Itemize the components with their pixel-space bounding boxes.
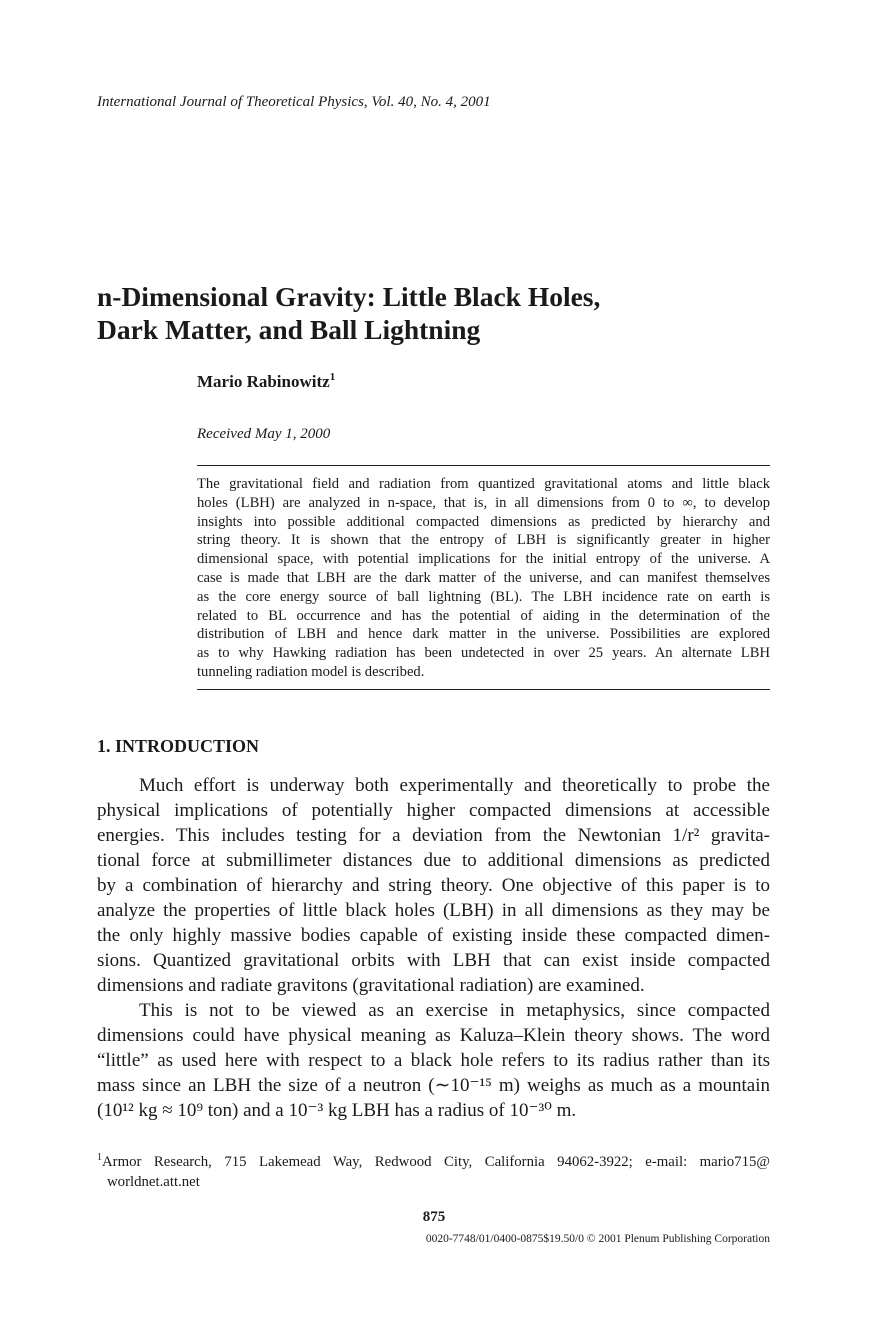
abstract-top-rule — [197, 465, 770, 466]
body-line: Much effort is underway both experimentally and theoretically to probe the — [139, 775, 770, 796]
abstract-line: holes (LBH) are analyzed in n-space, that is, in all dimensions from 0 to ∞, to develop — [197, 494, 770, 511]
author-name: Mario Rabinowitz — [197, 372, 330, 391]
title-line-2: Dark Matter, and Ball Lightning — [97, 314, 481, 345]
footnote-text-1: Armor Research, 715 Lakemead Way, Redwood City, California 94062-3922; e-mail: mario715@ — [102, 1154, 770, 1170]
body-line: analyze the properties of little black holes (LBH) in all dimensions as they may be — [97, 900, 770, 921]
abstract-line: related to BL occurrence and has the potential of aiding in the determination of the — [197, 607, 770, 624]
body-line: This is not to be viewed as an exercise in metaphysics, since compacted — [139, 1000, 770, 1021]
page-number: 875 — [422, 1209, 446, 1225]
footnote-mark: 1 — [97, 1152, 102, 1163]
footnote-line-2: worldnet.att.net — [107, 1174, 200, 1190]
abstract-line: as to why Hawking radiation has been undetected in over 25 years. An alternate LBH — [197, 645, 770, 662]
footnote-line-1 — [97, 1152, 770, 1172]
footnote — [97, 1152, 770, 1192]
body-line: (10¹² kg ≈ 10⁹ ton) and a 10⁻³ kg LBH has a radius of 10⁻³⁰ m. — [97, 1100, 577, 1121]
section-heading: 1. INTRODUCTION — [97, 736, 260, 756]
body-line: tional force at submillimeter distances due to additional dimensions as predicted — [97, 850, 770, 871]
body-line: dimensions could have physical meaning as Kaluza–Klein theory shows. The word — [97, 1025, 770, 1046]
body-line: physical implications of potentially higher compacted dimensions at accessible — [97, 800, 770, 821]
author-footnote-mark: 1 — [329, 371, 336, 383]
abstract-line: The gravitational field and radiation from quantized gravitational atoms and little black — [197, 476, 770, 492]
body-line: the only highly massive bodies capable of existing inside these compacted dimen- — [97, 925, 770, 946]
body-line: sions. Quantized gravitational orbits with LBH that can exist inside compacted — [97, 950, 770, 971]
title-line-1: n-Dimensional Gravity: Little Black Holes, — [97, 281, 601, 312]
author — [197, 372, 335, 392]
body-line: “little” as used here with respect to a black hole refers to its radius rather than its — [97, 1050, 770, 1071]
received-date: Received May 1, 2000 — [197, 426, 331, 442]
body-line: energies. This includes testing for a deviation from the Newtonian 1/r² gravita- — [97, 825, 770, 846]
body-line: mass since an LBH the size of a neutron (∼10⁻¹⁵ m) weighs as much as a mountain — [97, 1075, 770, 1096]
abstract-line: tunneling radiation model is described. — [197, 663, 425, 680]
abstract-line: dimensional space, with potential implications for the initial entropy of the universe. A — [197, 551, 770, 568]
body-line: dimensions and radiate gravitons (gravitational radiation) are examined. — [97, 975, 645, 996]
journal-citation: International Journal of Theoretical Physics, Vol. 40, No. 4, 2001 — [97, 94, 491, 110]
abstract-line: insights into possible additional compacted dimensions as predicted by hierarchy and — [197, 513, 770, 530]
abstract-line: case is made that LBH are the dark matter of the universe, and can manifest themselves — [197, 569, 770, 586]
paper-title — [97, 280, 797, 346]
abstract-bottom-rule — [197, 689, 770, 690]
body-line: by a combination of hierarchy and string theory. One objective of this paper is to — [97, 875, 770, 896]
copyright-line: 0020-7748/01/0400-0875$19.50/0 © 2001 Plenum Publishing Corporation — [425, 1233, 770, 1245]
abstract-line: string theory. It is shown that the entropy of LBH is significantly greater in higher — [197, 532, 770, 549]
abstract-line: as the core energy source of ball lightning (BL). The LBH incidence rate on earth is — [197, 588, 770, 605]
body-text — [97, 773, 770, 1123]
abstract-line: distribution of LBH and hence dark matter in the universe. Possibilities are explored — [197, 626, 770, 643]
abstract — [197, 475, 770, 682]
